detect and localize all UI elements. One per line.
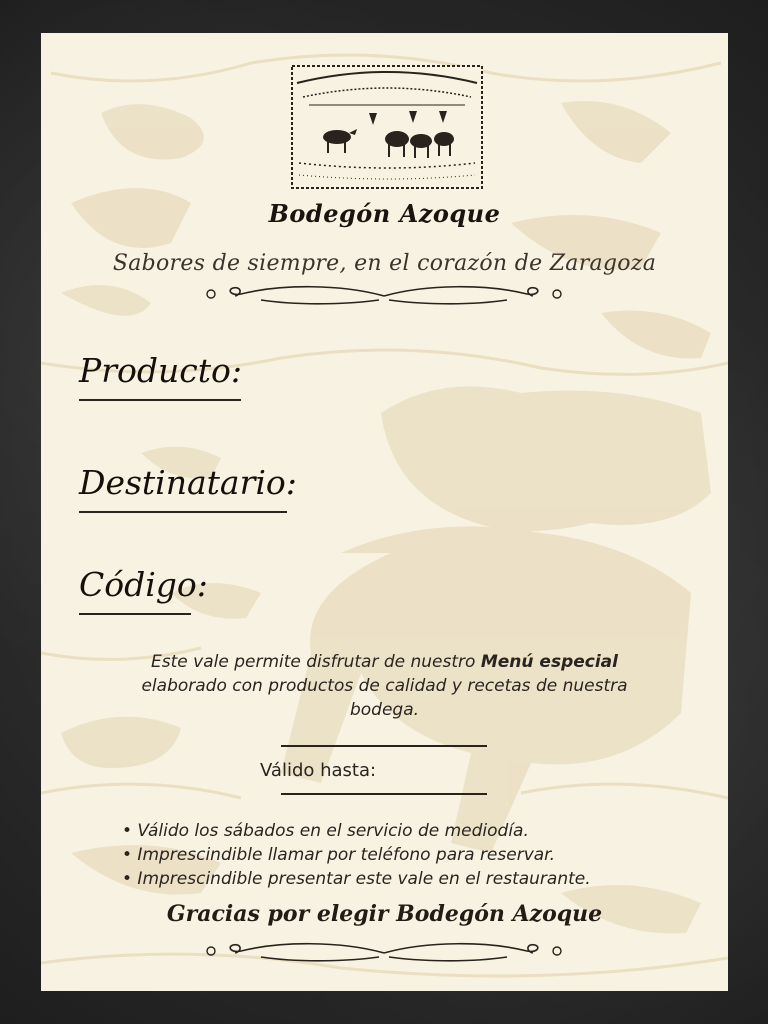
bottom-flourish-ornament (201, 937, 567, 967)
conditions-list (122, 819, 591, 891)
producto-underline (79, 399, 241, 401)
brand-tagline: Sabores de siempre, en el corazón de Zaragoza (112, 251, 657, 276)
field-label-producto: Producto: (79, 351, 242, 390)
condition-item: • Imprescindible presentar este vale en el restaurante. (122, 869, 591, 889)
destinatario-underline (79, 511, 287, 513)
description-text-1: Este vale permite disfrutar de nuestro (151, 652, 481, 672)
field-label-destinatario: Destinatario: (79, 463, 297, 502)
description-text-2: elaborado con productos de calidad y recetas de nuestra bodega. (141, 676, 628, 720)
field-label-codigo: Código: (79, 565, 208, 604)
valid-until-label: Válido hasta: (260, 760, 377, 781)
brand-name: Bodegón Azoque (268, 199, 501, 228)
bodegon-logo-illustration (289, 63, 485, 191)
top-flourish-ornament (201, 280, 567, 310)
voucher-description (141, 650, 628, 722)
condition-item: • Válido los sábados en el servicio de mediodía. (122, 821, 529, 841)
validity-line-bottom (281, 793, 487, 795)
validity-line-top (281, 745, 487, 747)
codigo-underline (79, 613, 191, 615)
description-highlight: Menú especial (480, 652, 618, 672)
closing-thanks: Gracias por elegir Bodegón Azoque (166, 901, 603, 927)
voucher-card (41, 33, 728, 991)
condition-item: • Imprescindible llamar por teléfono para reservar. (122, 845, 556, 865)
